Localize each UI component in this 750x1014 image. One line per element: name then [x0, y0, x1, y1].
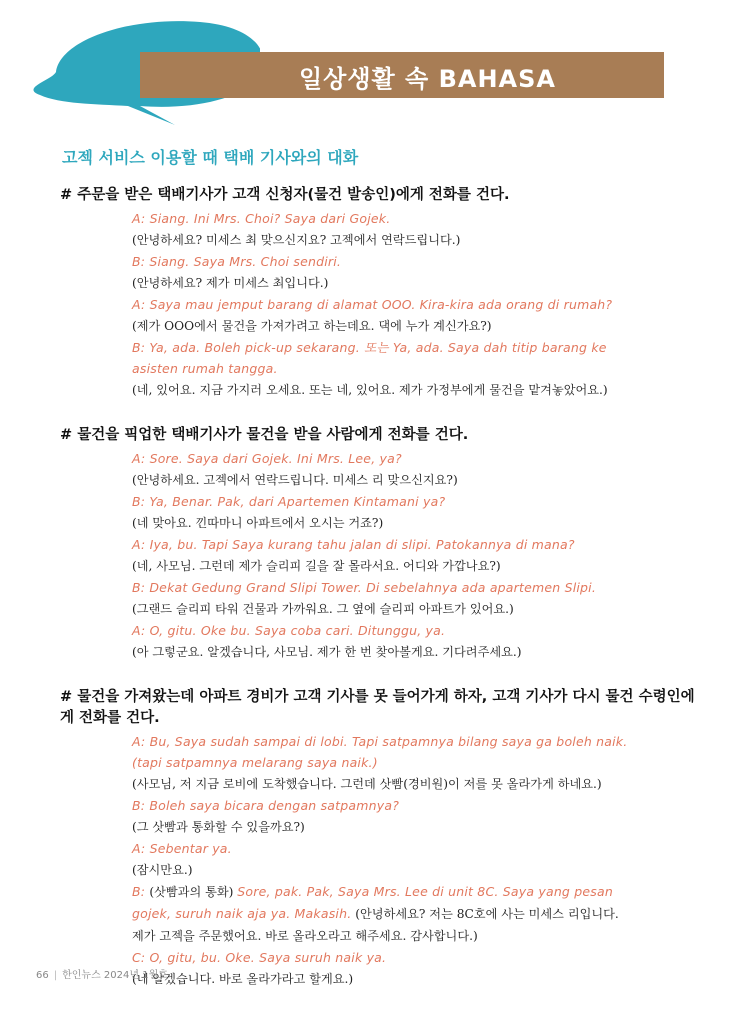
dialogue-line [60, 838, 700, 859]
dialogue-line [60, 816, 700, 838]
indonesian-text: C: O, gitu, bu. Oke. Saya suruh naik ya. [132, 950, 387, 965]
section-heading: # 물건을 가져왔는데 아파트 경비가 고객 기사를 못 들어가게 하자, 고객 기사가 다시 물건 수령인에게 전화를 건다. [60, 689, 695, 726]
dialogue-line [60, 294, 700, 315]
dialogue-line [60, 337, 700, 358]
dialogue-line [60, 272, 700, 294]
indonesian-text: A: Sebentar ya. [132, 841, 232, 856]
indonesian-text: A: Bu, Saya sudah sampai di lobi. Tapi satpamnya bilang saya ga boleh naik. [132, 734, 628, 749]
article-subtitle: 고젝 서비스 이용할 때 택배 기사와의 대화 [62, 148, 359, 167]
indonesian-text: gojek, suruh naik aja ya. Makasih. [132, 906, 352, 921]
indonesian-text: A: O, gitu. Oke bu. Saya coba cari. Ditunggu, ya. [132, 623, 446, 638]
publication-name: 한인뉴스 2024년 1월호 [62, 970, 168, 981]
dialogue-line [60, 534, 700, 555]
dialogue-line [60, 251, 700, 272]
korean-translation: (제가 OOO에서 물건을 가져가려고 하는데요. 댁에 누가 계신가요?) [132, 319, 492, 333]
dialogue-line [60, 947, 700, 968]
dialogue-line [60, 903, 700, 925]
korean-translation: (안녕하세요? 미세스 최 맞으신지요? 고젝에서 연락드립니다.) [132, 233, 461, 247]
dialogue-content [60, 185, 700, 1014]
dialogue-line [60, 469, 700, 491]
korean-translation: (그랜드 슬리피 타워 건물과 가까워요. 그 옆에 슬리피 아파트가 있어요.) [132, 602, 514, 616]
korean-translation: (안녕하세요? 저는 8C호에 사는 미세스 리입니다. [351, 907, 619, 921]
korean-translation: (안녕하세요? 제가 미세스 최입니다.) [132, 276, 329, 290]
korean-translation: (안녕하세요. 고젝에서 연락드립니다. 미세스 리 맞으신지요?) [132, 473, 458, 487]
indonesian-text: Sore, pak. Pak, Saya Mrs. Lee di unit 8C. Saya yang pesan [237, 884, 613, 899]
dialogue-line [60, 859, 700, 881]
indonesian-text: B: [132, 884, 150, 899]
indonesian-text: A: Iya, bu. Tapi Saya kurang tahu jalan di slipi. Patokannya di mana? [132, 537, 575, 552]
indonesian-text: B: Dekat Gedung Grand Slipi Tower. Di sebelahnya ada apartemen Slipi. [132, 580, 597, 595]
dialogue-line [60, 379, 700, 401]
korean-translation: (네, 있어요. 지금 가지러 오세요. 또는 네, 있어요. 제가 가정부에게 물건을 맡겨놓았어요.) [132, 383, 608, 397]
dialogue-line [60, 620, 700, 641]
dialogue-line [60, 315, 700, 337]
section-heading: # 물건을 픽업한 택배기사가 물건을 받을 사람에게 전화를 건다. [60, 427, 469, 443]
korean-translation: (네 알겠습니다. 바로 올라가라고 할게요.) [132, 972, 354, 986]
indonesian-text: A: Saya mau jemput barang di alamat OOO. Kira-kira ada orang di rumah? [132, 297, 613, 312]
dialogue-line [60, 795, 700, 816]
dialogue-line [60, 555, 700, 577]
dialogue-line [60, 491, 700, 512]
page-footer: 66 | 한인뉴스 2024년 1월호 [36, 970, 168, 981]
dialogue-line [60, 641, 700, 663]
korean-translation: (그 삿빰과 통화할 수 있을까요?) [132, 820, 305, 834]
dialogue-line [60, 358, 700, 379]
dialogue-section [60, 425, 700, 663]
indonesian-text: B: Siang. Saya Mrs. Choi sendiri. [132, 254, 342, 269]
korean-translation: 제가 고젝을 주문했어요. 바로 올라오라고 해주세요. 감사합니다.) [132, 929, 478, 943]
indonesian-text: (tapi satpamnya melarang saya naik.) [132, 755, 378, 770]
indonesian-text: A: Siang. Ini Mrs. Choi? Saya dari Gojek. [132, 211, 391, 226]
korean-translation: (네 맞아요. 낀따마니 아파트에서 오시는 거죠?) [132, 516, 384, 530]
dialogue-section [60, 185, 700, 401]
dialogue-line [60, 208, 700, 229]
section-heading: # 주문을 받은 택배기사가 고객 신청자(물건 발송인)에게 전화를 건다. [60, 187, 510, 203]
dialogue-line [60, 512, 700, 534]
indonesian-text: B: Ya, ada. Boleh pick-up sekarang. 또는 Ya, ada. Saya dah titip barang ke [132, 340, 607, 355]
dialogue-line [60, 598, 700, 620]
dialogue-line [60, 752, 700, 773]
indonesian-text: A: Sore. Saya dari Gojek. Ini Mrs. Lee, ya? [132, 451, 402, 466]
dialogue-line [60, 577, 700, 598]
korean-translation: (삿빰과의 통화) [149, 885, 238, 899]
korean-translation: (잠시만요.) [132, 863, 193, 877]
indonesian-text: B: Boleh saya bicara dengan satpamnya? [132, 798, 400, 813]
korean-translation: (아 그렇군요. 알겠습니다, 사모님. 제가 한 번 찾아볼게요. 기다려주세요.) [132, 645, 522, 659]
page-title: 일상생활 속 BAHASA [298, 65, 556, 93]
indonesian-text: asisten rumah tangga. [132, 361, 278, 376]
header-banner [140, 52, 664, 98]
korean-translation: (사모님, 저 지금 로비에 도착했습니다. 그런데 삿빰(경비원)이 저를 못 올라가게 하네요.) [132, 777, 602, 791]
dialogue-line [60, 925, 700, 947]
dialogue-line [60, 448, 700, 469]
dialogue-line [60, 881, 700, 903]
dialogue-section [60, 687, 700, 990]
dialogue-line [60, 731, 700, 752]
indonesian-text: B: Ya, Benar. Pak, dari Apartemen Kintamani ya? [132, 494, 446, 509]
page-number: 66 [36, 970, 49, 981]
dialogue-line [60, 773, 700, 795]
korean-translation: (네, 사모님. 그런데 제가 슬리피 길을 잘 몰라서요. 어디와 가깝나요?) [132, 559, 501, 573]
dialogue-line [60, 229, 700, 251]
